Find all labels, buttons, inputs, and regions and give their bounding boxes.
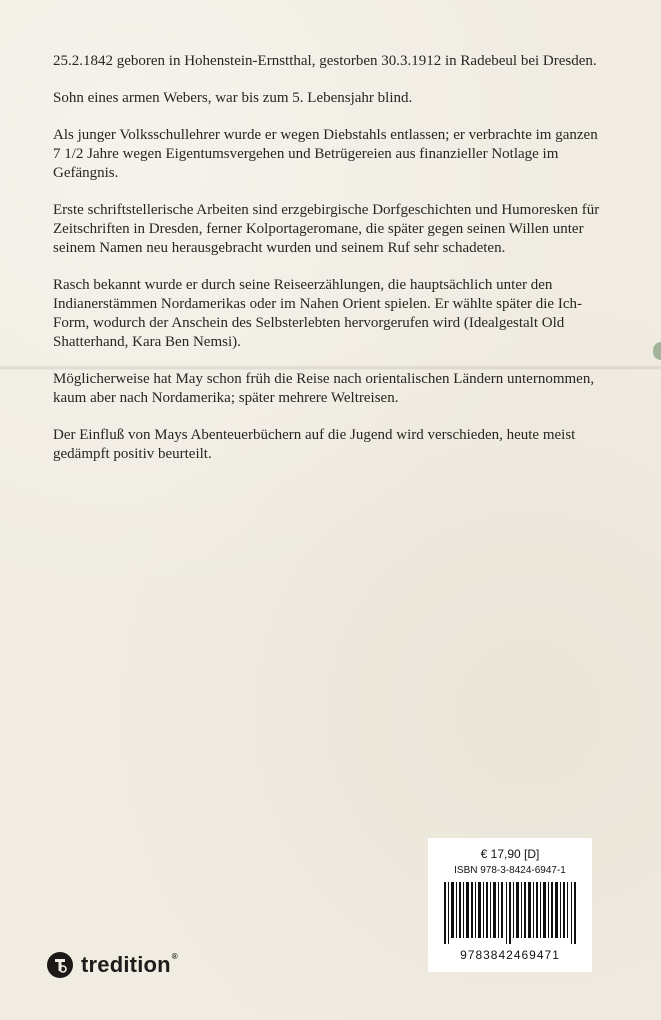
barcode-icon — [444, 882, 576, 944]
barcode-panel — [428, 838, 592, 972]
tredition-logo-icon — [47, 952, 73, 978]
price-label: € 17,90 [D] — [480, 847, 540, 861]
bio-paragraph-4: Erste schriftstellerische Arbeiten sind erzgebirgische Dorfgeschichten und Humoresken für Zeitschriften in Dresden, ferner Kolportageromane, die später gegen seinen Willen unter seinem Namen neu herausgebracht wurden und seinem Ruf sehr schadeten. — [53, 202, 600, 256]
publisher-logo — [47, 951, 178, 979]
isbn-label: ISBN 978-3-8424-6947-1 — [454, 865, 566, 876]
publisher-name-text: tredition — [81, 952, 171, 977]
bio-paragraph-5: Rasch bekannt wurde er durch seine Reiseerzählungen, die hauptsächlich unter den Indianerstämmen Nordamerikas oder im Nahen Orient spielen. Er wählte später die Ich-Form, wodurch der Anschein des Selbsterlebten hervorgerufen wird (Idealgestalt Old Shatterhand, Kara Ben Nemsi). — [53, 277, 582, 350]
trademark-symbol: ® — [171, 952, 178, 961]
leaf-edge-decoration — [653, 342, 661, 360]
bio-paragraph-7: Der Einfluß von Mays Abenteuerbüchern auf die Jugend wird verschieden, heute meist gedämpft positiv beurteilt. — [53, 427, 576, 462]
author-biography — [53, 52, 601, 482]
bio-paragraph-1: 25.2.1842 geboren in Hohenstein-Ernstthal, gestorben 30.3.1912 in Radebeul bei Dresden. — [53, 53, 597, 69]
bio-paragraph-2: Sohn eines armen Webers, war bis zum 5. Lebensjahr blind. — [53, 90, 413, 106]
publisher-name — [81, 952, 178, 978]
ean-number: 9783842469471 — [460, 948, 560, 962]
bio-paragraph-6: Möglicherweise hat May schon früh die Reise nach orientalischen Ländern unternommen, kaum aber nach Nordamerika; später mehrere Weltreisen. — [53, 371, 595, 406]
bio-paragraph-3: Als junger Volksschullehrer wurde er wegen Diebstahls entlassen; er verbrachte im ganzen 7 1/2 Jahre wegen Eigentumsvergehen und Betrügereien aus finanzieller Notlage im Gefängnis. — [53, 127, 598, 181]
